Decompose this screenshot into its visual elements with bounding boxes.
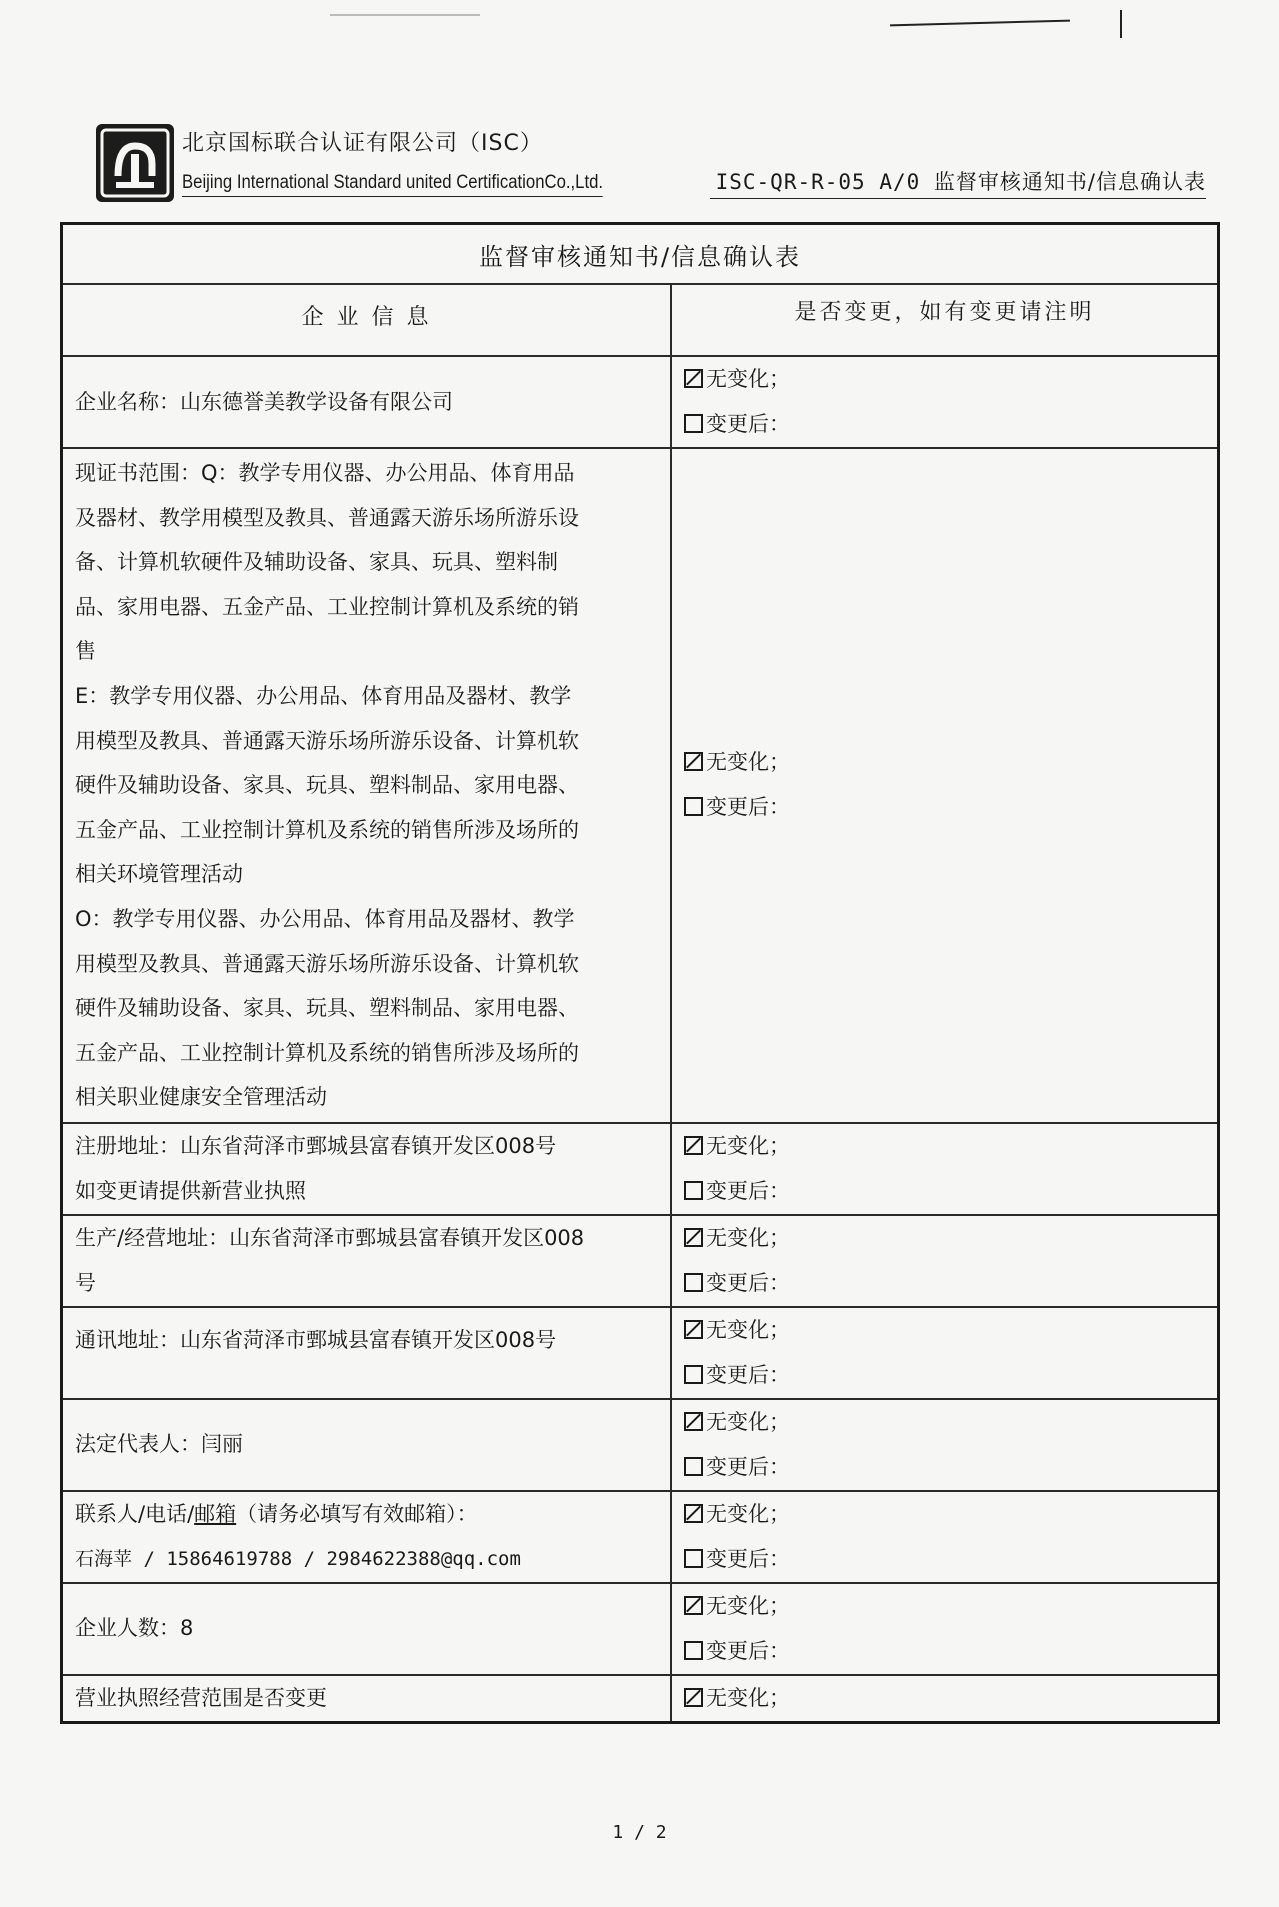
doc-code-name: 监督审核通知书/信息确认表 xyxy=(933,170,1206,194)
column-header-change: 是否变更，如有变更请注明 xyxy=(671,284,1219,356)
field-company-name: 企业名称：山东德誉美教学设备有限公司 xyxy=(62,356,672,448)
field-business-scope-change: 营业执照经营范围是否变更 xyxy=(62,1675,672,1723)
form-row-business-address xyxy=(62,1215,1219,1307)
option-no-change[interactable]: 无变化； xyxy=(684,357,1205,402)
option-no-change[interactable]: 无变化； xyxy=(684,1676,1205,1721)
option-changed[interactable]: 变更后： xyxy=(684,1445,1205,1490)
checkbox-checked-icon[interactable] xyxy=(684,752,703,771)
document-code xyxy=(710,166,1206,199)
option-no-change[interactable]: 无变化； xyxy=(684,1400,1205,1445)
change-cell xyxy=(671,1123,1219,1215)
form-row-registered-address xyxy=(62,1123,1219,1215)
field-mailing-address: 通讯地址：山东省菏泽市鄄城县富春镇开发区008号 xyxy=(62,1307,672,1399)
column-header-company-info: 企 业 信 息 xyxy=(62,284,672,356)
option-changed[interactable]: 变更后： xyxy=(684,1169,1205,1214)
contact-value: 石海苹 / 15864619788 / 2984622388@qq.com xyxy=(75,1547,521,1570)
form-row-business-scope xyxy=(62,1675,1219,1723)
company-name-en: Beijing International Standard united CertificationCo.,Ltd. xyxy=(182,172,603,197)
document-header xyxy=(96,120,1206,210)
company-name-cn: 北京国标联合认证有限公司（ISC） xyxy=(182,131,543,156)
checkbox-empty-icon[interactable] xyxy=(684,1641,703,1660)
option-no-change[interactable]: 无变化； xyxy=(684,740,1205,785)
option-changed[interactable]: 变更后： xyxy=(684,1261,1205,1306)
checkbox-empty-icon[interactable] xyxy=(684,1273,703,1292)
doc-code-id: ISC-QR-R-05 A/0 xyxy=(715,170,921,194)
checkbox-checked-icon[interactable] xyxy=(684,1504,703,1523)
scan-mark xyxy=(330,14,480,16)
option-changed[interactable]: 变更后： xyxy=(684,402,1205,447)
field-certificate-scope: 现证书范围：Q：教学专用仪器、办公用品、体育用品 及器材、教学用模型及教具、普通露天游乐场所游乐设 备、计算机软硬件及辅助设备、家具、玩具、塑料制 品、家用电器、五金产品、工业控制计算机及系统的销 售 E：教学专用仪器、办公用品、体育用品及器材、教学 用模型及教具、普通露天游乐场所游乐设备、计算机软 硬件及辅助设备、家具、玩具、塑料制品、家用电器、 五金产品、工业控制计算机及系统的销售所涉及场所的 相关环境管理活动 O：教学专用仪器、办公用品、体育用品及器材、教学 用模型及教具、普通露天游乐场所游乐设备、计算机软 硬件及辅助设备、家具、玩具、塑料制品、家用电器、 五金产品、工业控制计算机及系统的销售所涉及场所的 相关职业健康安全管理活动 xyxy=(62,448,672,1123)
checkbox-empty-icon[interactable] xyxy=(684,1181,703,1200)
option-no-change[interactable]: 无变化； xyxy=(684,1584,1205,1629)
option-changed[interactable]: 变更后： xyxy=(684,1353,1205,1398)
checkbox-checked-icon[interactable] xyxy=(684,1412,703,1431)
field-employee-count: 企业人数：8 xyxy=(62,1583,672,1675)
change-cell xyxy=(671,1491,1219,1583)
scan-mark xyxy=(890,20,1070,27)
change-cell xyxy=(671,356,1219,448)
form-row-scope xyxy=(62,448,1219,1123)
company-logo xyxy=(96,124,174,202)
checkbox-checked-icon[interactable] xyxy=(684,1136,703,1155)
form-row-company-name xyxy=(62,356,1219,448)
checkbox-empty-icon[interactable] xyxy=(684,797,703,816)
option-no-change[interactable]: 无变化； xyxy=(684,1492,1205,1537)
checkbox-empty-icon[interactable] xyxy=(684,1457,703,1476)
checkbox-empty-icon[interactable] xyxy=(684,414,703,433)
page-number: 1 / 2 xyxy=(612,1822,667,1843)
option-changed[interactable]: 变更后： xyxy=(684,1629,1205,1674)
field-legal-representative: 法定代表人：闫丽 xyxy=(62,1399,672,1491)
checkbox-checked-icon[interactable] xyxy=(684,1320,703,1339)
field-business-address: 生产/经营地址：山东省菏泽市鄄城县富春镇开发区008 号 xyxy=(62,1215,672,1307)
change-cell xyxy=(671,1215,1219,1307)
form-row-legal-representative xyxy=(62,1399,1219,1491)
checkbox-checked-icon[interactable] xyxy=(684,369,703,388)
form-row-contact xyxy=(62,1491,1219,1583)
field-contact: 联系人/电话/邮箱（请务必填写有效邮箱）： 石海苹 / 15864619788 / 2984622388@qq.com xyxy=(62,1491,672,1583)
change-cell xyxy=(671,1307,1219,1399)
checkbox-empty-icon[interactable] xyxy=(684,1549,703,1568)
email-label: 邮箱 xyxy=(194,1501,237,1526)
change-cell xyxy=(671,1399,1219,1491)
form-title: 监督审核通知书/信息确认表 xyxy=(62,224,1219,285)
option-no-change[interactable]: 无变化； xyxy=(684,1216,1205,1261)
confirmation-form xyxy=(60,222,1220,1724)
option-no-change[interactable]: 无变化； xyxy=(684,1308,1205,1353)
scan-mark xyxy=(1120,10,1122,38)
form-row-mailing-address xyxy=(62,1307,1219,1399)
checkbox-empty-icon[interactable] xyxy=(684,1365,703,1384)
form-row-employees xyxy=(62,1583,1219,1675)
checkbox-checked-icon[interactable] xyxy=(684,1596,703,1615)
checkbox-checked-icon[interactable] xyxy=(684,1688,703,1707)
option-no-change[interactable]: 无变化； xyxy=(684,1124,1205,1169)
option-changed[interactable]: 变更后： xyxy=(684,1537,1205,1582)
change-cell xyxy=(671,1675,1219,1723)
change-cell xyxy=(671,448,1219,1123)
change-cell xyxy=(671,1583,1219,1675)
option-changed[interactable]: 变更后： xyxy=(684,785,1205,830)
checkbox-checked-icon[interactable] xyxy=(684,1228,703,1247)
field-registered-address: 注册地址：山东省菏泽市鄄城县富春镇开发区008号 如变更请提供新营业执照 xyxy=(62,1123,672,1215)
